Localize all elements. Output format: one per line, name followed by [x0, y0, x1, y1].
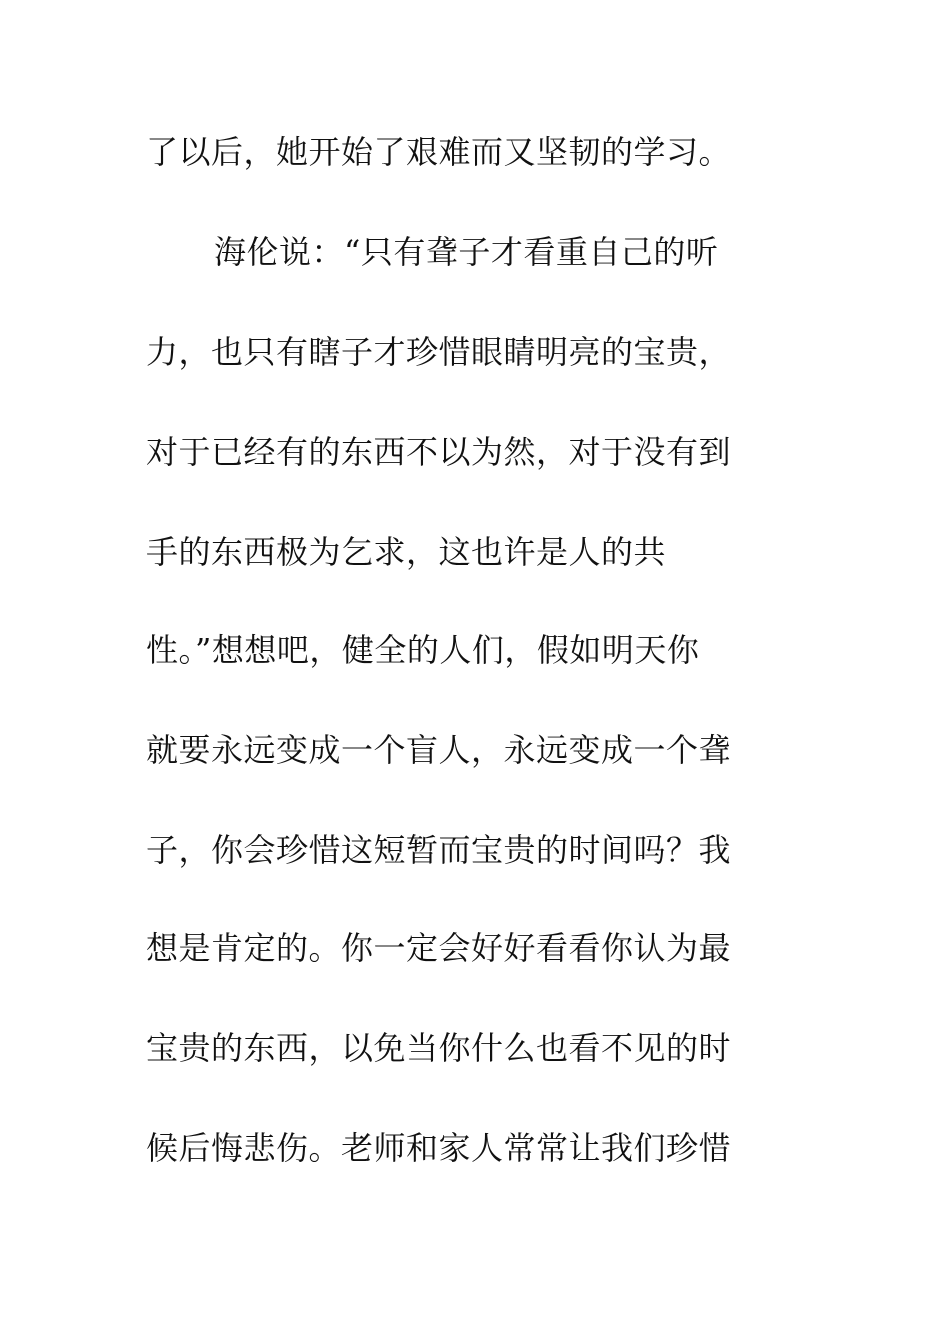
text-line-1: 了以后，她开始了艰难而又坚韧的学习。 — [146, 133, 732, 171]
text-line-4: 对于已经有的东西不以为然，对于没有到 — [146, 433, 732, 471]
text-line-11: 候后悔悲伤。老师和家人常常让我们珍惜 — [146, 1129, 732, 1167]
text-line-2: 海伦说：“只有聋子才看重自己的听 — [214, 233, 719, 271]
text-line-10: 宝贵的东西，以免当你什么也看不见的时 — [146, 1029, 732, 1067]
text-line-5: 手的东西极为乞求，这也许是人的共 — [146, 533, 667, 571]
text-line-6: 性。”想想吧，健全的人们，假如明天你 — [146, 631, 700, 669]
text-line-9: 想是肯定的。你一定会好好看看你认为最 — [146, 929, 732, 967]
text-line-3: 力，也只有瞎子才珍惜眼睛明亮的宝贵， — [146, 333, 732, 371]
text-line-8: 子，你会珍惜这短暂而宝贵的时间吗？我 — [146, 831, 732, 869]
text-line-7: 就要永远变成一个盲人，永远变成一个聋 — [146, 731, 732, 769]
